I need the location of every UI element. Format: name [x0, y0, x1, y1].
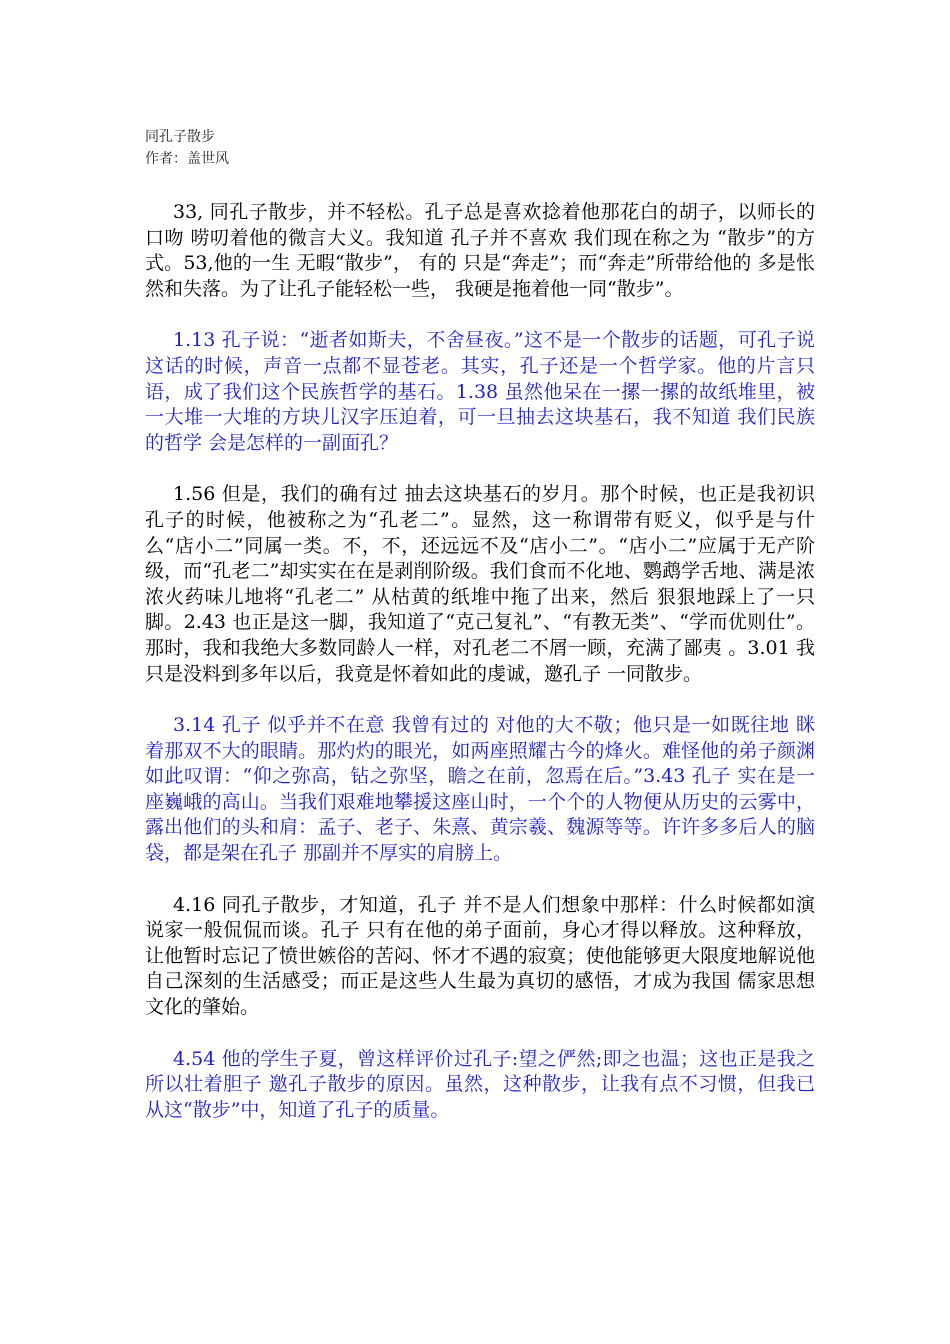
paragraph-6: 4.54 他的学生子夏，曾这样评价过孔子:望之俨然;即之也温；这也正是我之所以壮着胆子 邀孔子散步的原因。虽然，这种散步，让我有点不习惯，但我已从这“散步”中，知道了孔子的质量。 [145, 1047, 815, 1121]
paragraph-2: 1.13 孔子说：“逝者如斯夫，不舍昼夜。”这不是一个散步的话题，可孔子说这话的时候，声音一点都不显苍老。其实，孔子还是一个哲学家。他的片言只语，成了我们这个民族哲学的基石。1.38 虽然他呆在一摞一摞的故纸堆里，被一大堆一大堆的方块儿汉字压迫着，可一旦抽去这块基石，我不知道 我们民族的哲学 会是怎样的一副面孔？ [145, 329, 815, 454]
paragraph-5: 4.16 同孔子散步，才知道，孔子 并不是人们想象中那样：什么时候都如演说家一般侃侃而谈。孔子 只有在他的弟子面前，身心才得以释放。这种释放，让他暂时忘记了愤世嫉俗的苦闷、怀才不遇的寂寞；使他能够更大限度地解说他自己深刻的生活感受；而正是这些人生最为真切的感悟，才成为我国 儒家思想文化的肇始。 [145, 893, 815, 1019]
document-title: 同孔子散步 [145, 129, 215, 145]
paragraph-3: 1.56 但是，我们的确有过 抽去这块基石的岁月。那个时候，也正是我初识孔子的时候，他被称之为“孔老二”。显然，这一称谓带有贬义，似乎是与什么“店小二”同属一类。不，不，还远远不及“店小二”。“店小二”应属于无产阶级，而“孔老二”却实实在在是剥削阶级。我们食而不化地、鹦鹉学舌地、满是浓浓火药味儿地将“孔老二” 从枯黄的纸堆中拖了出来，然后 狠狠地踩上了一只脚。2.43 也正是这一脚，我知道了“克己复礼”、“有教无类”、“学而优则仕”。那时，我和我绝大多数同龄人一样，对孔老二不屑一顾，充满了鄙夷 。3.01 我只是没料到多年以后，我竟是怀着如此的虔诚，邀孔子 一同散步。 [145, 483, 815, 685]
author-line: 作者：盖世风 [145, 151, 229, 167]
document-page [145, 126, 815, 1123]
paragraph-4: 3.14 孔子 似乎并不在意 我曾有过的 对他的大不敬；他只是一如既往地 眯着那双不大的眼睛。那灼灼的眼光，如两座照耀古今的烽火。难怪他的弟子颜渊如此叹谓：“仰之弥高，钻之弥坚，瞻之在前，忽焉在后。”3.43 孔子 实在是一座巍峨的高山。当我们艰难地攀援这座山时，一个个的人物便从历史的云雾中，露出他们的头和肩：孟子、老子、朱熹、黄宗羲、魏源等等。许许多多后人的脑袋，都是架在孔子 那副并不厚实的肩膀上。 [145, 714, 815, 865]
paragraph-1: 33, 同孔子散步，并不轻松。孔子总是喜欢捻着他那花白的胡子，以师长的口吻 唠叨着他的微言大义。我知道 孔子并不喜欢 我们现在称之为 “散步”的方式。53,他的一生 无暇“散步”， 有的 只是“奔走”；而“奔走”所带给他的 多是怅然和失落。为了让孔子能轻松一些， 我硬是拖着他一同“散步”。 [145, 201, 815, 300]
